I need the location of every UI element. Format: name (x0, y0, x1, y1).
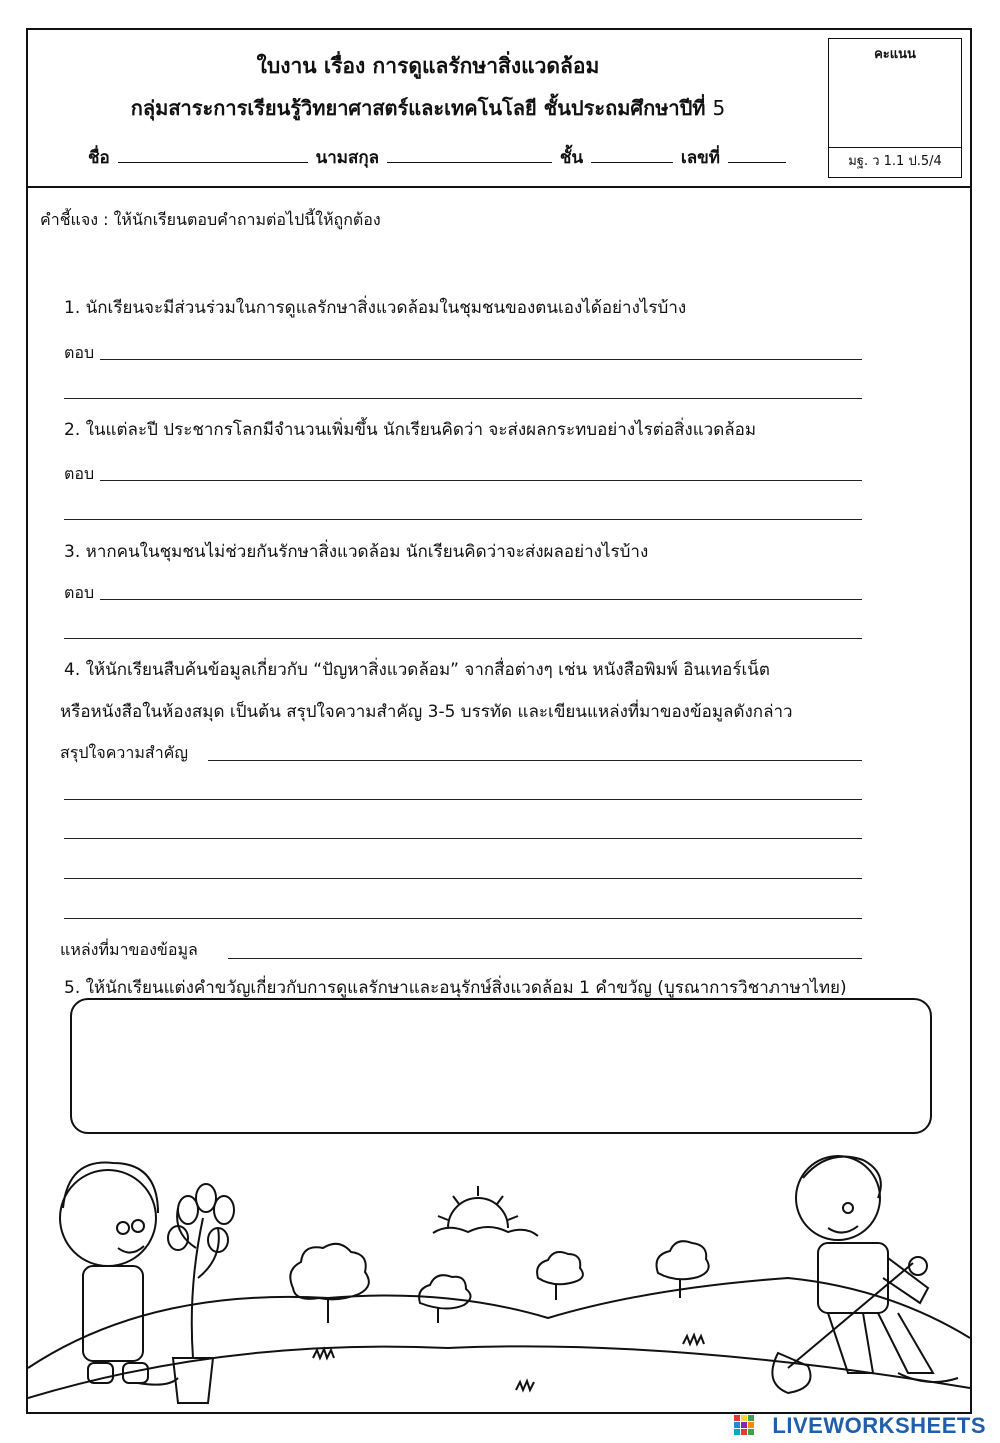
summary-line[interactable] (64, 918, 862, 919)
student-info-row (88, 144, 788, 171)
instructions: คำชี้แจง : ให้นักเรียนตอบคำถามต่อไปนี้ให้ถูกต้อง (40, 210, 381, 229)
answer-label-3: ตอบ (64, 583, 95, 602)
grade-number: 5 (712, 96, 726, 120)
surname-label: นามสกุล (315, 148, 380, 168)
question-3: 3. หากคนในชุมชนไม่ช่วยกันรักษาสิ่งแวดล้อม นักเรียนคิดว่าจะส่งผลอย่างไรบ้าง (64, 542, 649, 562)
tree-icon (537, 1252, 583, 1300)
hill-line (28, 1346, 970, 1398)
source-line[interactable] (228, 958, 862, 959)
subject-grade-text: กลุ่มสาระการเรียนรู้วิทยาศาสตร์และเทคโนโลยี ชั้นประถมศึกษาปีที่ (130, 96, 706, 120)
watermark-text: LIVEWORKSHEETS (772, 1412, 986, 1438)
flower-pot-icon (173, 1358, 213, 1403)
tree-icon (290, 1244, 369, 1323)
answer-line[interactable] (100, 599, 862, 600)
grass-icon (313, 1349, 334, 1358)
question-4-line-2: หรือหนังสือในห้องสมุด เป็นต้น สรุปใจความสำคัญ 3-5 บรรทัด และเขียนแหล่งที่มาของข้อมูลดังกล่าว (60, 702, 793, 722)
girl-planting-icon (60, 1163, 234, 1403)
score-label: คะแนน (874, 47, 916, 62)
question-1: 1. นักเรียนจะมีส่วนร่วมในการดูแลรักษาสิ่งแวดล้อมในชุมชนของตนเองได้อย่างไรบ้าง (64, 298, 687, 318)
boy-digging-icon (772, 1156, 958, 1393)
slogan-answer-box[interactable] (70, 998, 932, 1134)
answer-line[interactable] (100, 480, 862, 481)
grass-icon (516, 1381, 534, 1390)
answer-line[interactable] (64, 519, 862, 520)
illustration-planting-scene (28, 1138, 970, 1413)
standard-code: มฐ. ว 1.1 ป.5/4 (829, 147, 961, 177)
grass-icon (683, 1335, 704, 1344)
liveworksheets-logo (734, 1413, 986, 1439)
summary-label: สรุปใจความสำคัญ (60, 743, 189, 762)
source-label: แหล่งที่มาของข้อมูล (60, 940, 198, 959)
number-label: เลขที่ (680, 148, 720, 168)
summary-line[interactable] (208, 760, 862, 761)
illustration-svg (28, 1138, 970, 1413)
question-2: 2. ในแต่ละปี ประชากรโลกมีจำนวนเพิ่มขึ้น นักเรียนคิดว่า จะส่งผลกระทบอย่างไรต่อสิ่งแวดล้อม (64, 420, 757, 440)
score-box[interactable] (828, 38, 962, 178)
question-5: 5. ให้นักเรียนแต่งคำขวัญเกี่ยวกับการดูแลรักษาและอนุรักษ์สิ่งแวดล้อม 1 คำขวัญ (บูรณาการวิชาภาษาไทย) (64, 978, 847, 998)
class-field[interactable] (591, 144, 673, 163)
worksheet-header (28, 30, 970, 188)
surname-field[interactable] (387, 144, 552, 163)
worksheet-title: ใบงาน เรื่อง การดูแลรักษาสิ่งแวดล้อม (256, 54, 600, 78)
answer-line[interactable] (100, 359, 862, 360)
worksheet-page (26, 28, 972, 1414)
question-4-line-1: 4. ให้นักเรียนสืบค้นข้อมูลเกี่ยวกับ “ปัญหาสิ่งแวดล้อม” จากสื่อต่างๆ เช่น หนังสือพิมพ์ อินเทอร์เน็ต (64, 660, 770, 680)
summary-line[interactable] (64, 838, 862, 839)
name-field[interactable] (118, 144, 308, 163)
answer-line[interactable] (64, 638, 862, 639)
hill-line (28, 1278, 970, 1368)
shovel-icon (788, 1263, 913, 1368)
number-field[interactable] (728, 144, 786, 163)
summary-line[interactable] (64, 799, 862, 800)
answer-line[interactable] (64, 398, 862, 399)
name-label: ชื่อ (88, 148, 110, 168)
worksheet-subtitle (28, 92, 828, 124)
class-label: ชั้น (559, 148, 584, 168)
summary-line[interactable] (64, 878, 862, 879)
liveworksheets-logo-icon (734, 1415, 762, 1439)
answer-label-1: ตอบ (64, 343, 95, 362)
answer-label-2: ตอบ (64, 464, 95, 483)
